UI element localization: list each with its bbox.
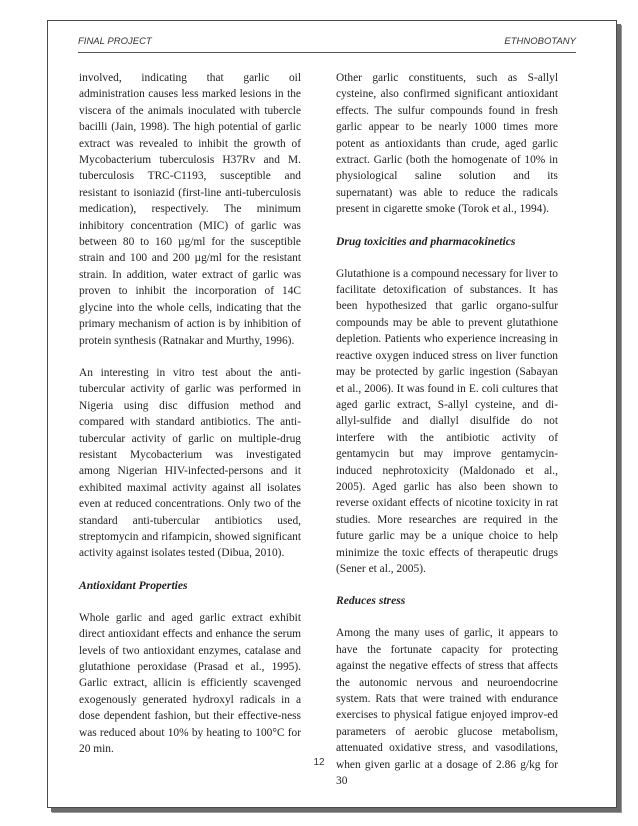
right-column xyxy=(336,70,558,805)
heading-antioxidant-properties: Antioxidant Properties xyxy=(79,578,188,592)
left-column xyxy=(79,70,301,773)
paragraph-antioxidant-continued: Other garlic constituents, such as S-allyl cysteine, also confirmed significant antioxidant effects. The sulfur compounds found in fresh garlic appear to be nearly 1000 times more potent as antioxidants than crude, aged garlic extract. Garlic (both the homogenate of 10% in physiological saline solution and its supernatant) was able to reduce the radicals present in cigarette smoke (Torok et al., 1994). xyxy=(336,72,558,216)
paragraph-drug-toxicities: Glutathione is a compound necessary for liver to facilitate detoxification of substances. It has been hypothesized that garlic organo-sulfur compounds may be able to prevent glutathione depletion. Patients who experience increasing in reactive oxygen induced stress on liver function may be protected by garlic ingestion (Sabayan et al., 2006). It was found in E. coli cultures that aged garlic extract, S-allyl cysteine, and di-allyl-sulfide and diallyl disulfide do not interfere with the antibiotic activity of gentamycin but may improve gentamycin-induced nephrotoxicity (Maldonado et al., 2005). Aged garlic has also been shown to reverse oxidant effects of nicotine toxicity in rat studies. More researches are required in the future garlic may be a unique choice to help minimize the toxic effects of therapeutic drugs (Sener et al., 2005). xyxy=(336,267,558,575)
header-title-right: ETHNOBOTANY xyxy=(504,36,576,47)
heading-drug-toxicities: Drug toxicities and pharmacokinetics xyxy=(336,234,516,248)
paragraph-tuberculosis-1: involved, indicating that garlic oil administration causes less marked lesions in the viscera of the animals inoculated with tubercle bacilli (Jain, 1998). The high potential of garlic extract was revealed to inhibit the growth of Mycobacterium tuberculosis H37Rv and M. tuberculosis TRC-C1193, susceptible and resistant to isoniazid (first-line anti-tuberculosis medication), respectively. The minimum inhibitory concentration (MIC) of garlic was between 80 to 160 µg/ml for the susceptible strain and 100 and 200 µg/ml for the resistant strain. In addition, water extract of garlic was proven to inhibit the incorporation of 14C glycine into the whole cells, indicating that the primary mechanism of action is by inhibition of protein synthesis (Ratnakar and Murthy, 1996). xyxy=(79,72,301,347)
heading-reduces-stress: Reduces stress xyxy=(336,594,406,608)
paragraph-tuberculosis-2: An interesting in vitro test about the anti-tubercular activity of garlic was performed in Nigeria using disc diffusion method and compared with standard antibiotics. The anti-tubercular activity of garlic on multiple-drug resistant Mycobacterium was investigated among Nigerian HIV-infected-persons and it exhibited maximal activity against all isolates even at reduced concentrations. Only two of the standard anti-tubercular antibiotics used, streptomycin and rifampicin, showed significant activity against isolates tested (Dibua, 2010). xyxy=(79,366,301,560)
paragraph-reduces-stress: Among the many uses of garlic, it appears to have the fortunate capacity for protecting against the negative effects of stress that affects the autonomic nervous and neuroendocrine system. Rats that were trained with endurance exercises to physical fatigue enjoyed improv-ed parameters of aerobic glucose metabolism, attenuated oxidative stress, and vasodilations, when given garlic at a dosage of 2.86 g/kg for 30 xyxy=(336,627,558,788)
page-number: 12 xyxy=(313,757,325,768)
page-header xyxy=(78,36,576,50)
header-title-left: FINAL PROJECT xyxy=(78,36,152,47)
header-divider xyxy=(78,52,576,53)
paragraph-antioxidant: Whole garlic and aged garlic extract exhibit direct antioxidant effects and enhance the serum levels of two antioxidant enzymes, catalase and glutathione peroxidase (Prasad et al., 1995). Garlic extract, allicin is efficiently scavenged exogenously generated hydroxyl radicals in a dose dependent fashion, but their effective-ness was reduced about 10% by heating to 100°C for 20 min. xyxy=(79,611,301,756)
